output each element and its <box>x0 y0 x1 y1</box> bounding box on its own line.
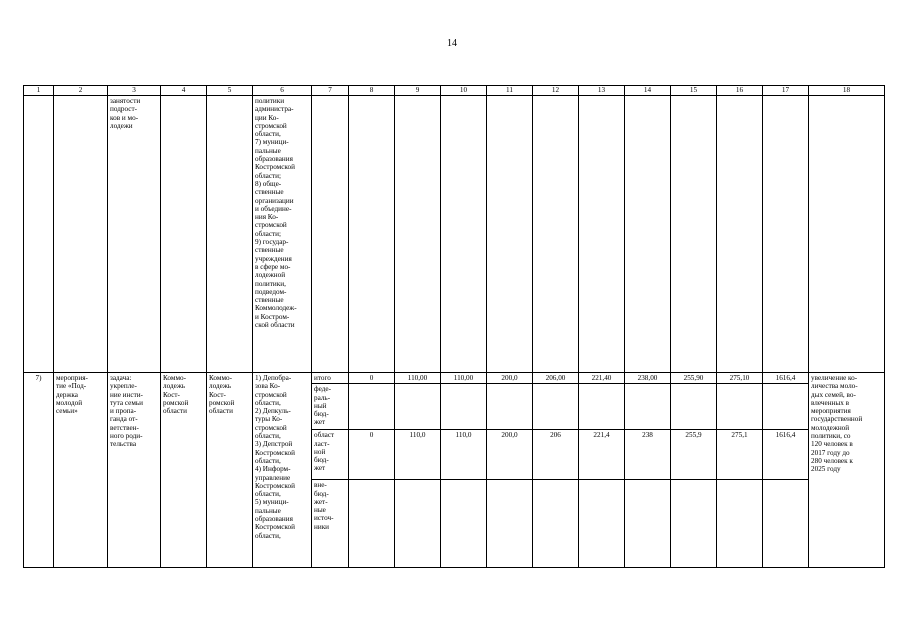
header-cell: 12 <box>533 86 579 96</box>
value-cell: 200,0 <box>487 373 533 384</box>
expected-result: увеличение ко- личества моло- дых семей, во- влеченных в мероприятия государственной молодежной политики, со 120 человек в 2017 году до 280 человек к 2025 году <box>809 373 885 568</box>
value-cell: 1616,4 <box>763 430 809 480</box>
value-cell <box>487 384 533 430</box>
value-cell <box>625 384 671 430</box>
header-cell: 14 <box>625 86 671 96</box>
value-cell: 221,4 <box>579 430 625 480</box>
cell <box>312 96 349 373</box>
header-cell: 11 <box>487 86 533 96</box>
continuation-row <box>24 96 885 373</box>
cell <box>24 96 54 373</box>
header-cell: 18 <box>809 86 885 96</box>
value-cell: 110,00 <box>395 373 441 384</box>
cell <box>625 96 671 373</box>
value-cell: 0 <box>349 373 395 384</box>
value-cell: 0 <box>349 430 395 480</box>
header-cell: 4 <box>161 86 207 96</box>
value-cell <box>579 384 625 430</box>
header-row <box>24 86 885 96</box>
cell <box>533 96 579 373</box>
cell <box>161 96 207 373</box>
value-cell <box>395 384 441 430</box>
funding-source: вне- бюд- жет- ные источ- ники <box>312 480 349 568</box>
value-cell <box>395 480 441 568</box>
header-cell: 7 <box>312 86 349 96</box>
value-cell: 200,0 <box>487 430 533 480</box>
cell <box>671 96 717 373</box>
item-row-total <box>24 373 885 384</box>
value-cell: 221,40 <box>579 373 625 384</box>
cell <box>579 96 625 373</box>
header-cell: 1 <box>24 86 54 96</box>
header-cell: 9 <box>395 86 441 96</box>
item-number: 7) <box>24 373 54 568</box>
cell <box>441 96 487 373</box>
header-cell: 10 <box>441 86 487 96</box>
header-cell: 5 <box>207 86 253 96</box>
cell <box>487 96 533 373</box>
value-cell: 275,10 <box>717 373 763 384</box>
value-cell: 110,00 <box>441 373 487 384</box>
header-cell: 17 <box>763 86 809 96</box>
value-cell <box>579 480 625 568</box>
responsible-executor: Коммо- лодежь Кост- ромской области <box>161 373 207 568</box>
item-name: мероприя- тие «Под- держка молодой семьи» <box>54 373 108 568</box>
value-cell: 275,1 <box>717 430 763 480</box>
cell <box>207 96 253 373</box>
value-cell <box>349 384 395 430</box>
item-task: задача: укрепле- ние инсти- тута семьи и пропа- ганда от- ветствен- ного роди- тельства <box>108 373 161 568</box>
cell <box>349 96 395 373</box>
value-cell: 255,9 <box>671 430 717 480</box>
value-cell <box>349 480 395 568</box>
header-cell: 15 <box>671 86 717 96</box>
cell <box>763 96 809 373</box>
value-cell: 255,90 <box>671 373 717 384</box>
value-cell: 238 <box>625 430 671 480</box>
value-cell: 1616,4 <box>763 373 809 384</box>
cell <box>395 96 441 373</box>
header-cell: 2 <box>54 86 108 96</box>
participants: 1) Депобра- зова Ко- стромской области, 2) Депкуль- туры Ко- стромской области, 3) Депстрой Костромской области, 4) Информ- управление Костромской области, 5) муници- пальные образования Костромской области, <box>253 373 312 568</box>
value-cell <box>625 480 671 568</box>
value-cell <box>763 384 809 430</box>
header-cell: 8 <box>349 86 395 96</box>
cell <box>809 96 885 373</box>
value-cell: 110,0 <box>395 430 441 480</box>
header-cell: 16 <box>717 86 763 96</box>
header-cell: 6 <box>253 86 312 96</box>
value-cell: 206 <box>533 430 579 480</box>
value-cell <box>533 384 579 430</box>
cell <box>54 96 108 373</box>
funding-source: феде- раль- ный бюд- жет <box>312 384 349 430</box>
value-cell <box>717 384 763 430</box>
value-cell <box>671 384 717 430</box>
header-cell: 3 <box>108 86 161 96</box>
page-number: 14 <box>447 38 457 49</box>
task-continuation: занятости подрост- ков и мо- лодежи <box>108 96 161 373</box>
value-cell <box>533 480 579 568</box>
value-cell <box>441 384 487 430</box>
program-table <box>23 85 885 568</box>
value-cell: 206,00 <box>533 373 579 384</box>
value-cell: 110,0 <box>441 430 487 480</box>
value-cell <box>671 480 717 568</box>
cell <box>717 96 763 373</box>
funding-source: итого <box>312 373 349 384</box>
value-cell <box>487 480 533 568</box>
value-cell <box>763 480 809 568</box>
value-cell <box>717 480 763 568</box>
value-cell: 238,00 <box>625 373 671 384</box>
header-cell: 13 <box>579 86 625 96</box>
participants-continuation: политики администра- ции Ко- стромской области, 7) муници- пальные образования Костромской области; 8) обще- ственные организации и объедине- ния Ко- стромской области; 9) государ- ственные учреждения в сфере мо- лодежной политики, подведом- ственные Коммолодеж- и Костром- ской области <box>253 96 312 373</box>
coordinator: Коммо- лодежь Кост- ромской области <box>207 373 253 568</box>
funding-source: област ласт- ной бюд- жет <box>312 430 349 480</box>
value-cell <box>441 480 487 568</box>
